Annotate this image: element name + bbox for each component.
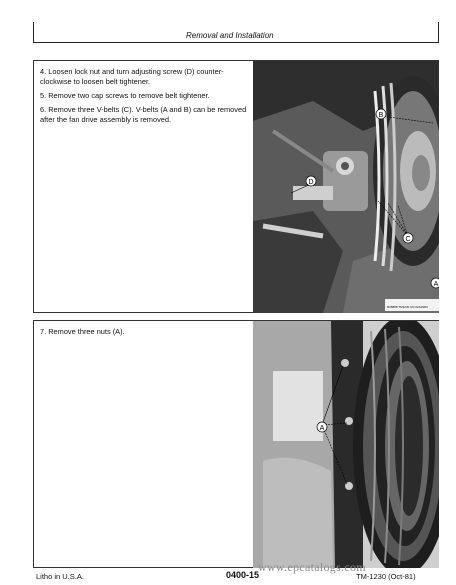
svg-text:B: B xyxy=(378,112,384,119)
steps-list-1 xyxy=(40,67,247,129)
callout-d xyxy=(306,176,316,186)
engine-belt-photo xyxy=(253,61,439,313)
instruction-panel-2 xyxy=(33,320,439,568)
svg-text:D: D xyxy=(308,179,314,186)
page-title: Removal and Installation xyxy=(186,31,274,40)
footer-page-number: 0400-15 xyxy=(226,570,260,580)
steps-list-2 xyxy=(40,327,247,341)
fan-pulley-photo xyxy=(253,321,439,568)
step-6: 6. Remove three V-belts (C). V-belts (A and B) can be removed after the fan drive assembly is removed. xyxy=(40,105,247,124)
step-7: 7. Remove three nuts (A). xyxy=(40,327,125,336)
footer-manual-ref: TM-1230 (Oct-81) xyxy=(356,572,416,581)
step-4: 4. Loosen lock nut and turn adjusting screw (D) counter-clockwise to loosen belt tightener. xyxy=(40,67,224,86)
instruction-panel-1 xyxy=(33,60,439,313)
watermark-text: www.epcatalogs.com xyxy=(258,560,366,574)
footer-litho: Litho in U.S.A. xyxy=(36,572,84,581)
photo-code: R26898 TM1230 UN 02JAN83 xyxy=(387,305,428,309)
callout-b xyxy=(376,109,386,119)
step-5: 5. Remove two cap screws to remove belt tightener. xyxy=(40,91,210,100)
callout-c xyxy=(403,233,413,243)
callout-a xyxy=(431,278,439,288)
header-rule-right-tick xyxy=(438,22,439,42)
header-rule xyxy=(33,42,439,43)
engine-belt-illustration xyxy=(253,61,439,313)
header-rule-left-tick xyxy=(33,22,34,42)
svg-text:A: A xyxy=(433,281,439,288)
svg-text:C: C xyxy=(405,236,411,243)
fan-pulley-illustration xyxy=(253,321,439,568)
callout-a-2 xyxy=(317,422,327,432)
svg-text:A: A xyxy=(319,425,325,432)
